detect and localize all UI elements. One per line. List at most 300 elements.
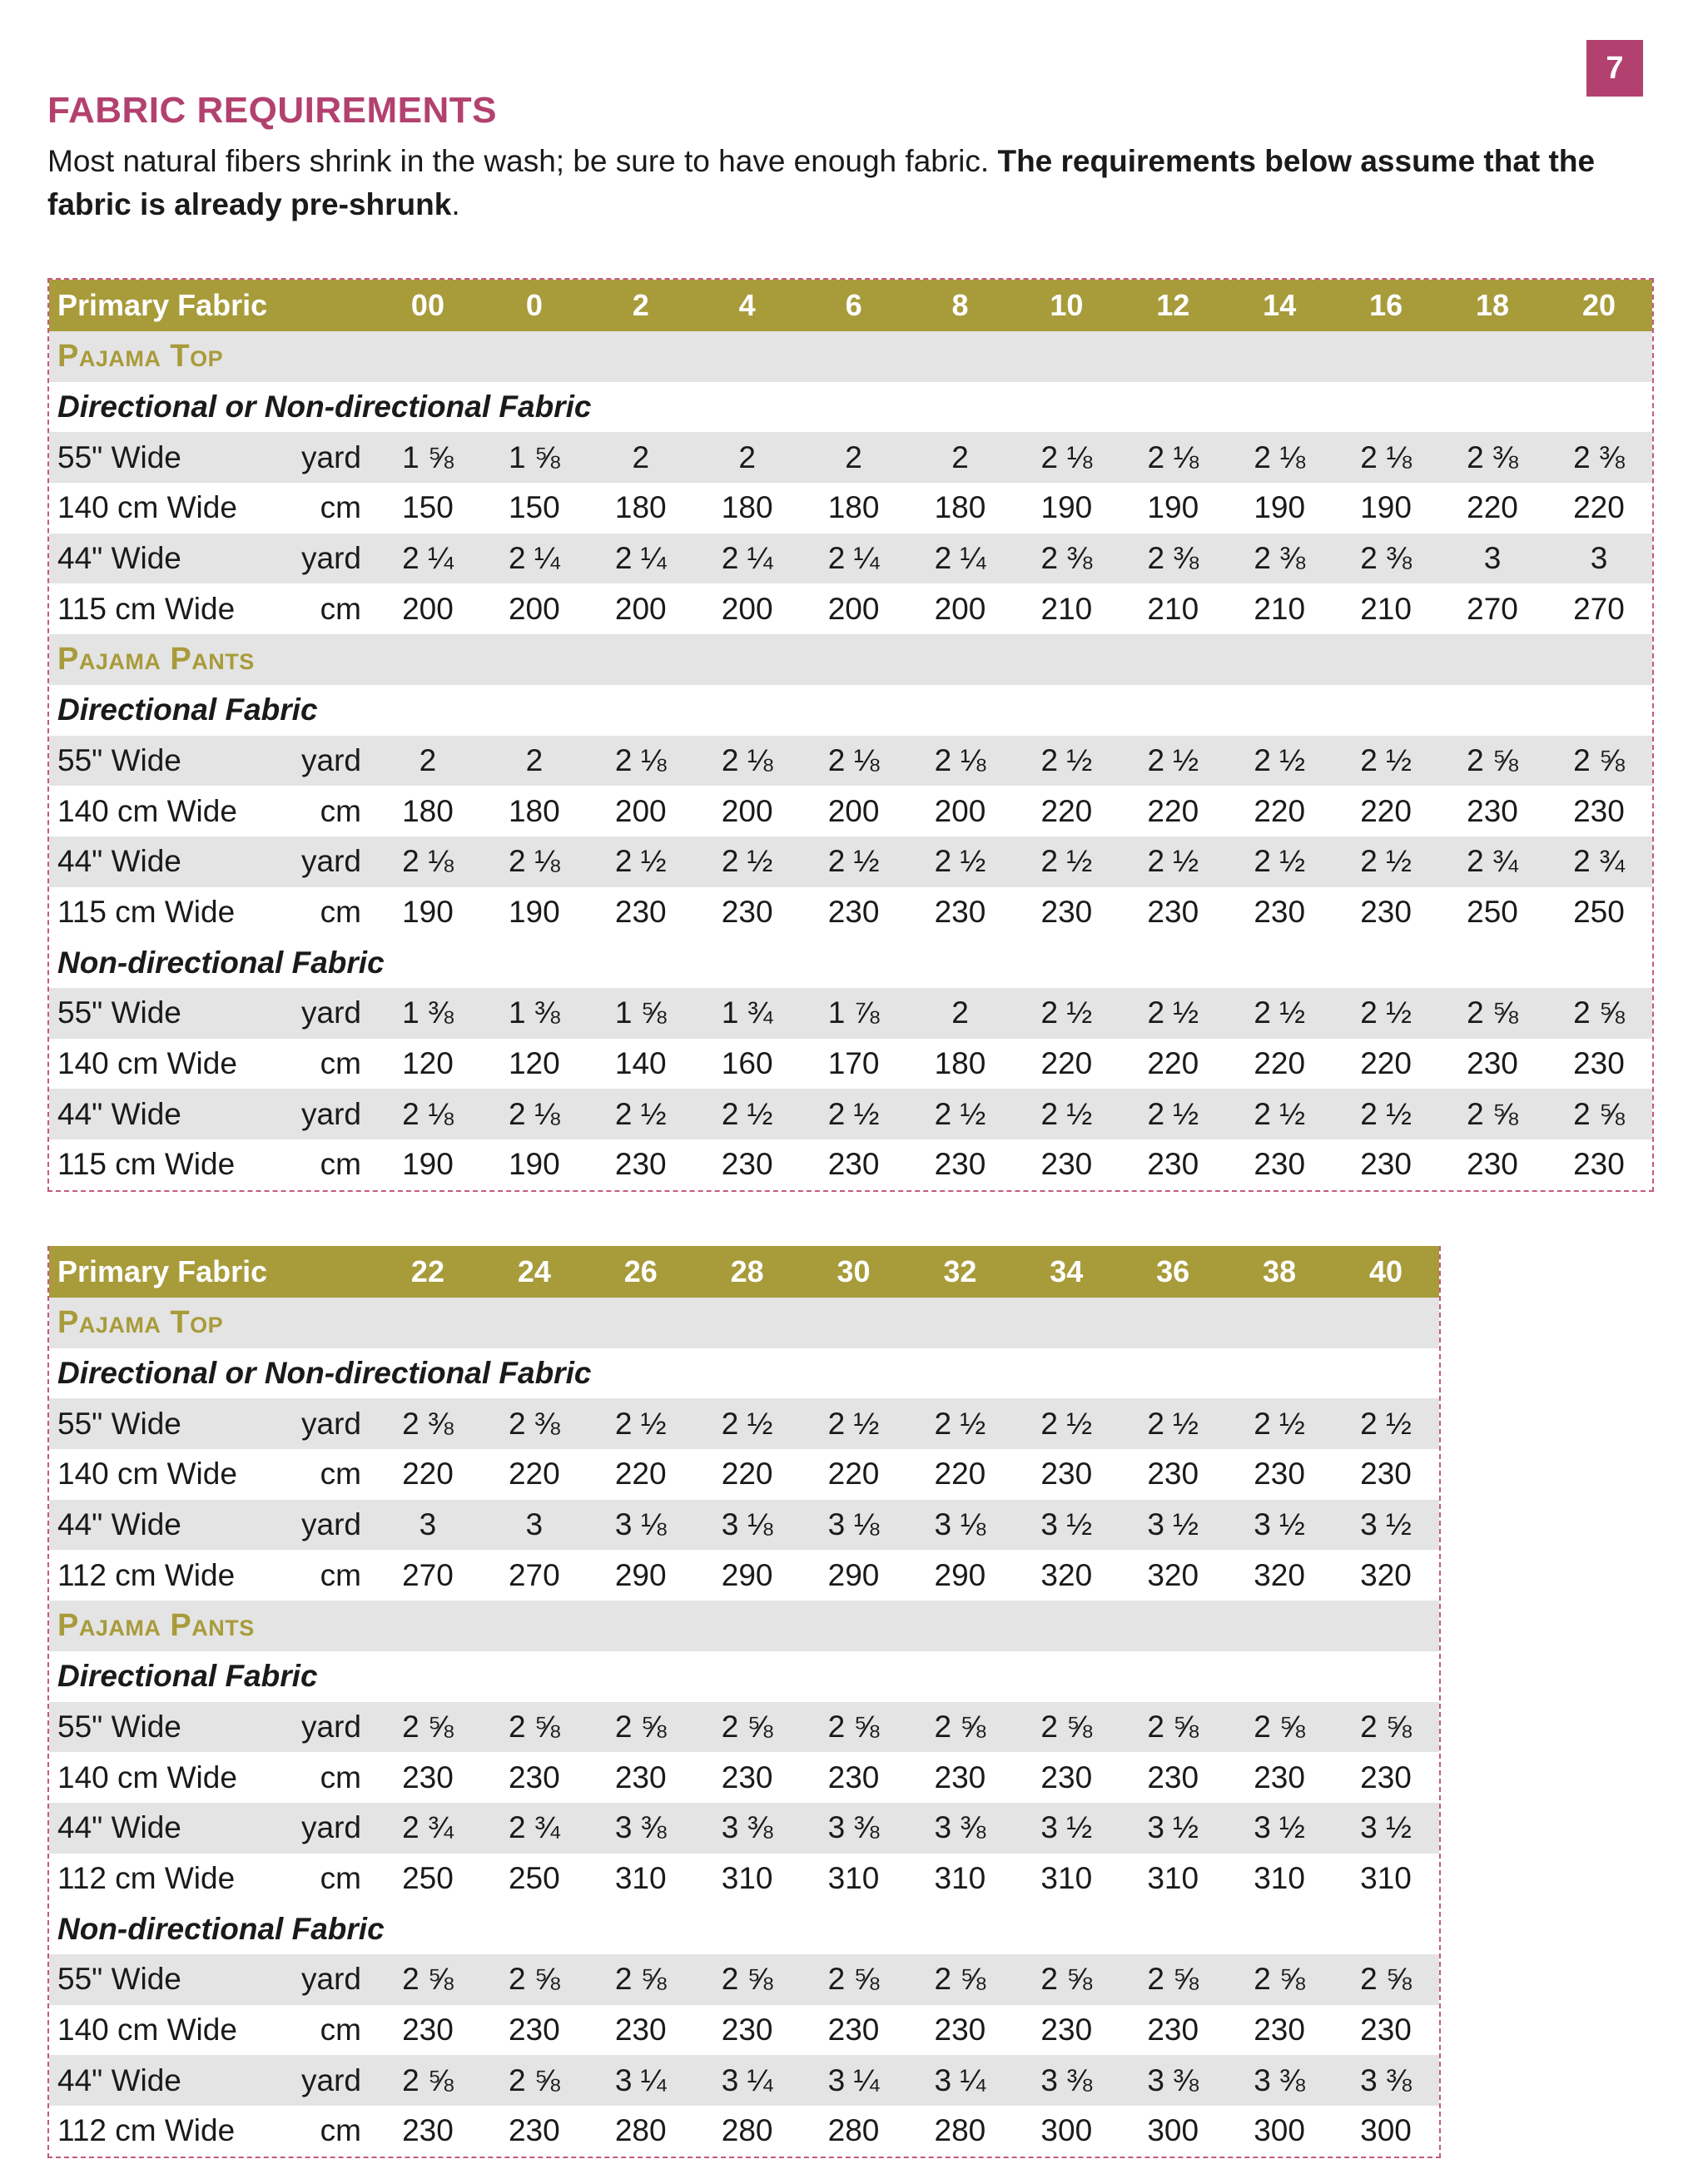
- table-cell: 220: [1439, 483, 1546, 534]
- table-cell: 140: [588, 1039, 694, 1090]
- table-cell: 280: [906, 2106, 1013, 2157]
- table-cell: 200: [694, 583, 801, 634]
- table-cell: 2 ½: [694, 836, 801, 887]
- size-header: 20: [1581, 288, 1616, 322]
- row-unit: yard: [271, 1089, 375, 1139]
- table-row: [49, 432, 1652, 483]
- table-cell: 300: [1226, 2106, 1333, 2157]
- row-unit: cm: [271, 1449, 375, 1500]
- table-cell: 230: [588, 1139, 694, 1190]
- table-cell: 2 ½: [1333, 1089, 1439, 1139]
- table-cell: 230: [481, 1752, 588, 1803]
- table-cell: 320: [1013, 1550, 1120, 1601]
- table-cell: 220: [1333, 786, 1439, 836]
- table-cell: 210: [1013, 583, 1120, 634]
- table-cell: 2 ⅝: [1333, 1702, 1439, 1753]
- table-cell: 180: [694, 483, 801, 534]
- table-cell: 2 ½: [906, 1398, 1013, 1449]
- table-cell: 1 ⅜: [375, 988, 481, 1039]
- table-cell: 200: [694, 786, 801, 836]
- table-cell: 2 ¾: [1546, 836, 1652, 887]
- row-label: 140 cm Wide: [49, 1449, 271, 1500]
- table-cell: 3 ⅜: [1333, 2055, 1439, 2106]
- table-cell: 2 ½: [1120, 1398, 1226, 1449]
- table-cell: 3 ¼: [694, 2055, 801, 2106]
- section-title: Pajama Pants: [49, 634, 1652, 685]
- table-cell: 300: [1333, 2106, 1439, 2157]
- table-cell: 230: [1439, 1039, 1546, 1090]
- table-row: [49, 1039, 1652, 1090]
- table-cell: 3 ½: [1333, 1500, 1439, 1551]
- table-cell: 2 ⅜: [1546, 432, 1652, 483]
- intro-emphasis: The requirements below assume that the fabric is already pre-shrunk: [47, 144, 1596, 221]
- table-cell: 310: [1013, 1854, 1120, 1904]
- row-label: 44" Wide: [49, 1500, 271, 1551]
- table-cell: 2: [588, 432, 694, 483]
- table-row: [49, 1803, 1439, 1854]
- table-cell: 230: [1333, 1449, 1439, 1500]
- table-cell: 320: [1333, 1550, 1439, 1601]
- table-cell: 2 ¼: [481, 534, 588, 584]
- table-cell: 2 ⅝: [588, 1702, 694, 1753]
- table-cell: 2 ½: [1333, 988, 1439, 1039]
- table-cell: 270: [1439, 583, 1546, 634]
- table-cell: 190: [375, 887, 481, 938]
- table-cell: 230: [801, 1752, 907, 1803]
- row-label: 112 cm Wide: [49, 1550, 271, 1601]
- size-header: 8: [951, 288, 969, 322]
- size-header: 16: [1369, 288, 1403, 322]
- table-cell: 2 ⅝: [1439, 988, 1546, 1039]
- table-cell: 120: [481, 1039, 588, 1090]
- table-cell: 280: [694, 2106, 801, 2157]
- row-label: 112 cm Wide: [49, 2106, 271, 2157]
- table-cell: 2 ⅜: [1439, 432, 1546, 483]
- row-label: 112 cm Wide: [49, 1854, 271, 1904]
- section-title: Pajama Pants: [49, 1601, 1439, 1651]
- table-cell: 310: [801, 1854, 907, 1904]
- table-cell: 150: [375, 483, 481, 534]
- table-cell: 3 ½: [1120, 1803, 1226, 1854]
- table-cell: 2 ½: [1226, 988, 1333, 1039]
- table-cell: 220: [906, 1449, 1013, 1500]
- table-cell: 1 ⅝: [375, 432, 481, 483]
- section-title: Pajama Top: [49, 1298, 1439, 1348]
- table-row: [49, 1089, 1652, 1139]
- table-cell: 320: [1226, 1550, 1333, 1601]
- table-cell: 280: [801, 2106, 907, 2157]
- table-cell: 2 ⅝: [1546, 988, 1652, 1039]
- table-cell: 220: [801, 1449, 907, 1500]
- table-cell: 2 ⅝: [588, 1954, 694, 2005]
- row-label: 115 cm Wide: [49, 887, 271, 938]
- table-cell: 220: [375, 1449, 481, 1500]
- table-cell: 2: [481, 736, 588, 787]
- table-cell: 2 ¼: [588, 534, 694, 584]
- table-cell: 3 ⅜: [694, 1803, 801, 1854]
- subsection-row: [49, 1904, 1439, 1954]
- row-unit: yard: [271, 432, 375, 483]
- table-cell: 220: [588, 1449, 694, 1500]
- table-cell: 2 ½: [1013, 736, 1120, 787]
- table-cell: 2 ¾: [1439, 836, 1546, 887]
- section-row: [49, 1601, 1439, 1651]
- section-row: [49, 331, 1652, 382]
- table-cell: 220: [1226, 786, 1333, 836]
- row-unit: yard: [271, 836, 375, 887]
- row-label: 44" Wide: [49, 836, 271, 887]
- table-cell: 2 ½: [1333, 836, 1439, 887]
- table-cell: 2: [907, 432, 1014, 483]
- subsection-title: Non-directional Fabric: [49, 937, 1652, 988]
- subsection-row: [49, 685, 1652, 736]
- table-cell: 230: [801, 887, 907, 938]
- size-header: 36: [1156, 1254, 1190, 1288]
- row-unit: yard: [271, 1803, 375, 1854]
- table-cell: 2 ⅛: [1013, 432, 1120, 483]
- table-cell: 220: [1013, 786, 1120, 836]
- table-cell: 200: [588, 786, 694, 836]
- table-cell: 2 ½: [588, 1398, 694, 1449]
- table-cell: 230: [1120, 1752, 1226, 1803]
- table-row: [49, 1954, 1439, 2005]
- table-cell: 160: [694, 1039, 801, 1090]
- table-cell: 220: [1120, 1039, 1226, 1090]
- table-row: [49, 786, 1652, 836]
- page-number: 7: [1586, 40, 1643, 97]
- table-cell: 3 ¼: [906, 2055, 1013, 2106]
- table-cell: 200: [801, 786, 907, 836]
- table-cell: 250: [375, 1854, 481, 1904]
- table-cell: 230: [1546, 1039, 1652, 1090]
- size-header: 6: [845, 288, 862, 322]
- table-cell: 2 ⅝: [1226, 1954, 1333, 2005]
- table-cell: 2 ½: [801, 836, 907, 887]
- table-cell: 3 ⅜: [1013, 2055, 1120, 2106]
- table-cell: 2 ⅛: [907, 736, 1014, 787]
- table-cell: 230: [1013, 2005, 1120, 2056]
- table-cell: 2 ⅝: [1226, 1702, 1333, 1753]
- table-row: [49, 736, 1652, 787]
- subsection-row: [49, 937, 1652, 988]
- row-label: 140 cm Wide: [49, 786, 271, 836]
- table-cell: 230: [1120, 1139, 1226, 1190]
- row-label: 55" Wide: [49, 736, 271, 787]
- table-cell: 190: [1120, 483, 1226, 534]
- table-cell: 2 ½: [1013, 988, 1120, 1039]
- table-cell: 2: [801, 432, 907, 483]
- table-cell: 2 ⅝: [694, 1702, 801, 1753]
- row-unit: yard: [271, 988, 375, 1039]
- size-header: 32: [943, 1254, 977, 1288]
- row-label: 44" Wide: [49, 1089, 271, 1139]
- size-header: 38: [1263, 1254, 1297, 1288]
- header-row: [49, 280, 1652, 331]
- fabric-table-sizes-22-40: [47, 1246, 1441, 2158]
- table-cell: 200: [907, 583, 1014, 634]
- row-unit: cm: [271, 483, 375, 534]
- size-header: 34: [1050, 1254, 1084, 1288]
- table-row: [49, 2106, 1439, 2157]
- table-cell: 150: [481, 483, 588, 534]
- table-cell: 3: [375, 1500, 481, 1551]
- table-cell: 2 ½: [694, 1398, 801, 1449]
- table-cell: 220: [694, 1449, 801, 1500]
- size-header: 14: [1263, 288, 1297, 322]
- table-cell: 2 ⅛: [1226, 432, 1333, 483]
- table-cell: 2 ⅝: [1333, 1954, 1439, 2005]
- table-cell: 230: [375, 1752, 481, 1803]
- row-label: 55" Wide: [49, 1702, 271, 1753]
- table-cell: 210: [1333, 583, 1439, 634]
- table-cell: 230: [1120, 2005, 1226, 2056]
- table-cell: 2 ⅛: [375, 1089, 481, 1139]
- subsection-row: [49, 382, 1652, 433]
- table-cell: 2 ½: [907, 1089, 1014, 1139]
- table-cell: 230: [1226, 887, 1333, 938]
- table-cell: 190: [481, 1139, 588, 1190]
- row-label: 115 cm Wide: [49, 583, 271, 634]
- table-cell: 2 ⅝: [1546, 1089, 1652, 1139]
- row-label: 55" Wide: [49, 1954, 271, 2005]
- table-cell: 230: [694, 2005, 801, 2056]
- table-cell: 180: [481, 786, 588, 836]
- table-cell: 230: [694, 1752, 801, 1803]
- row-label: 115 cm Wide: [49, 1139, 271, 1190]
- table-row: [49, 1550, 1439, 1601]
- row-label: 55" Wide: [49, 988, 271, 1039]
- table-cell: 210: [1226, 583, 1333, 634]
- table-cell: 180: [907, 483, 1014, 534]
- table-cell: 2 ½: [1226, 736, 1333, 787]
- table-cell: 230: [906, 1752, 1013, 1803]
- intro-paragraph: [47, 140, 1612, 226]
- table-cell: 2 ⅝: [375, 1702, 481, 1753]
- table-cell: 230: [907, 887, 1014, 938]
- table-cell: 2 ¾: [375, 1803, 481, 1854]
- table-cell: 2 ⅛: [375, 836, 481, 887]
- row-unit: cm: [271, 786, 375, 836]
- table-cell: 2 ½: [1013, 1089, 1120, 1139]
- table-row: [49, 1854, 1439, 1904]
- table-cell: 230: [907, 1139, 1014, 1190]
- table-cell: 2 ½: [1226, 836, 1333, 887]
- table-cell: 2 ½: [801, 1398, 907, 1449]
- table-cell: 230: [1013, 1752, 1120, 1803]
- table-cell: 190: [481, 887, 588, 938]
- table-cell: 3: [481, 1500, 588, 1551]
- subsection-title: Directional Fabric: [49, 685, 1652, 736]
- table-cell: 2 ⅝: [375, 2055, 481, 2106]
- row-label: 55" Wide: [49, 432, 271, 483]
- table-cell: 220: [1333, 1039, 1439, 1090]
- table-row: [49, 836, 1652, 887]
- table-cell: 230: [1333, 1752, 1439, 1803]
- row-unit: cm: [271, 1039, 375, 1090]
- intro-text: Most natural fibers shrink in the wash; be sure to have enough fabric.: [47, 144, 998, 178]
- table-cell: 2 ¼: [907, 534, 1014, 584]
- table-cell: 2 ⅝: [1120, 1954, 1226, 2005]
- table-cell: 190: [375, 1139, 481, 1190]
- fabric-table: [49, 280, 1652, 1190]
- table-cell: 220: [1226, 1039, 1333, 1090]
- size-header: 2: [632, 288, 649, 322]
- table-cell: 230: [801, 1139, 907, 1190]
- table-cell: 230: [375, 2106, 481, 2157]
- table-row: [49, 988, 1652, 1039]
- table-cell: 190: [1333, 483, 1439, 534]
- table-cell: 2 ½: [1013, 836, 1120, 887]
- size-header: 40: [1368, 1254, 1403, 1288]
- table-cell: 230: [1013, 1139, 1120, 1190]
- section-title: Pajama Top: [49, 331, 1652, 382]
- size-header: 18: [1475, 288, 1510, 322]
- table-cell: 2 ⅛: [481, 1089, 588, 1139]
- table-cell: 3 ½: [1120, 1500, 1226, 1551]
- table-cell: 200: [375, 583, 481, 634]
- table-cell: 2 ½: [1333, 1398, 1439, 1449]
- table-row: [49, 2055, 1439, 2106]
- row-unit: yard: [271, 1398, 375, 1449]
- table-cell: 250: [1439, 887, 1546, 938]
- table-cell: 2 ½: [1226, 1398, 1333, 1449]
- table-cell: 2 ½: [1333, 736, 1439, 787]
- table-cell: 2 ½: [1120, 1089, 1226, 1139]
- table-row: [49, 1752, 1439, 1803]
- table-cell: 190: [1226, 483, 1333, 534]
- subsection-title: Directional or Non-directional Fabric: [49, 382, 1652, 433]
- row-label: 44" Wide: [49, 534, 271, 584]
- table-cell: 2: [694, 432, 801, 483]
- table-cell: 2 ⅛: [1120, 432, 1226, 483]
- table-cell: 250: [481, 1854, 588, 1904]
- header-label: Primary Fabric: [57, 288, 268, 322]
- table-cell: 200: [801, 583, 907, 634]
- table-row: [49, 887, 1652, 938]
- table-cell: 230: [694, 887, 801, 938]
- table-cell: 220: [1546, 483, 1652, 534]
- table-cell: 1 ⅝: [481, 432, 588, 483]
- page-title: FABRIC REQUIREMENTS: [47, 90, 497, 131]
- table-row: [49, 483, 1652, 534]
- table-cell: 230: [481, 2005, 588, 2056]
- row-label: 140 cm Wide: [49, 1039, 271, 1090]
- table-cell: 3 ⅛: [588, 1500, 694, 1551]
- table-cell: 270: [1546, 583, 1652, 634]
- table-cell: 180: [588, 483, 694, 534]
- size-header: 28: [730, 1254, 764, 1288]
- row-label: 44" Wide: [49, 2055, 271, 2106]
- table-cell: 190: [1013, 483, 1120, 534]
- table-cell: 310: [1120, 1854, 1226, 1904]
- row-label: 140 cm Wide: [49, 1752, 271, 1803]
- table-cell: 2 ½: [1013, 1398, 1120, 1449]
- size-header: 26: [623, 1254, 658, 1288]
- table-row: [49, 583, 1652, 634]
- row-unit: yard: [271, 2055, 375, 2106]
- table-cell: 180: [907, 1039, 1014, 1090]
- row-unit: yard: [271, 1702, 375, 1753]
- table-cell: 2 ⅝: [375, 1954, 481, 2005]
- table-cell: 3 ¼: [801, 2055, 907, 2106]
- table-cell: 230: [1333, 2005, 1439, 2056]
- table-cell: 230: [1013, 887, 1120, 938]
- table-cell: 210: [1120, 583, 1226, 634]
- row-unit: cm: [271, 1752, 375, 1803]
- table-cell: 3 ⅛: [801, 1500, 907, 1551]
- table-row: [49, 2005, 1439, 2056]
- row-unit: yard: [271, 1954, 375, 2005]
- subsection-title: Non-directional Fabric: [49, 1904, 1439, 1954]
- table-cell: 2 ⅛: [1333, 432, 1439, 483]
- table-row: [49, 1500, 1439, 1551]
- row-label: 140 cm Wide: [49, 483, 271, 534]
- table-cell: 2 ⅛: [481, 836, 588, 887]
- table-cell: 310: [906, 1854, 1013, 1904]
- fabric-table-sizes-00-20: [47, 278, 1654, 1192]
- table-cell: 2 ⅝: [1120, 1702, 1226, 1753]
- subsection-title: Directional or Non-directional Fabric: [49, 1348, 1439, 1399]
- table-cell: 200: [481, 583, 588, 634]
- table-cell: 230: [588, 887, 694, 938]
- table-cell: 3 ⅜: [906, 1803, 1013, 1854]
- table-cell: 290: [801, 1550, 907, 1601]
- table-cell: 230: [906, 2005, 1013, 2056]
- table-cell: 2 ¾: [481, 1803, 588, 1854]
- subsection-row: [49, 1651, 1439, 1702]
- table-cell: 290: [588, 1550, 694, 1601]
- table-cell: 2 ⅜: [1120, 534, 1226, 584]
- table-cell: 3: [1439, 534, 1546, 584]
- table-row: [49, 534, 1652, 584]
- table-cell: 2 ⅝: [1013, 1702, 1120, 1753]
- table-cell: 3 ⅛: [694, 1500, 801, 1551]
- table-cell: 2 ⅝: [906, 1702, 1013, 1753]
- table-row: [49, 1398, 1439, 1449]
- table-cell: 2 ⅝: [481, 1954, 588, 2005]
- table-cell: 3 ½: [1333, 1803, 1439, 1854]
- table-cell: 1 ⅝: [588, 988, 694, 1039]
- table-cell: 3 ½: [1013, 1500, 1120, 1551]
- table-cell: 2 ⅛: [801, 736, 907, 787]
- header-row: [49, 1246, 1439, 1298]
- section-row: [49, 1298, 1439, 1348]
- table-cell: 270: [375, 1550, 481, 1601]
- table-row: [49, 1139, 1652, 1190]
- table-cell: 2 ½: [588, 836, 694, 887]
- row-label: 44" Wide: [49, 1803, 271, 1854]
- table-cell: 2 ⅜: [1333, 534, 1439, 584]
- table-cell: 230: [1439, 1139, 1546, 1190]
- table-cell: 2 ⅝: [1439, 736, 1546, 787]
- table-cell: 2 ⅝: [906, 1954, 1013, 2005]
- table-cell: 2: [375, 736, 481, 787]
- table-cell: 290: [694, 1550, 801, 1601]
- size-header: 30: [837, 1254, 871, 1288]
- table-cell: 2 ¼: [694, 534, 801, 584]
- section-row: [49, 634, 1652, 685]
- row-unit: cm: [271, 1550, 375, 1601]
- table-cell: 170: [801, 1039, 907, 1090]
- table-cell: 2 ½: [801, 1089, 907, 1139]
- size-header: 22: [410, 1254, 444, 1288]
- table-cell: 2 ½: [1120, 988, 1226, 1039]
- table-row: [49, 1702, 1439, 1753]
- table-cell: 200: [588, 583, 694, 634]
- row-unit: cm: [271, 887, 375, 938]
- table-cell: 3 ⅛: [906, 1500, 1013, 1551]
- size-header: 0: [525, 288, 543, 322]
